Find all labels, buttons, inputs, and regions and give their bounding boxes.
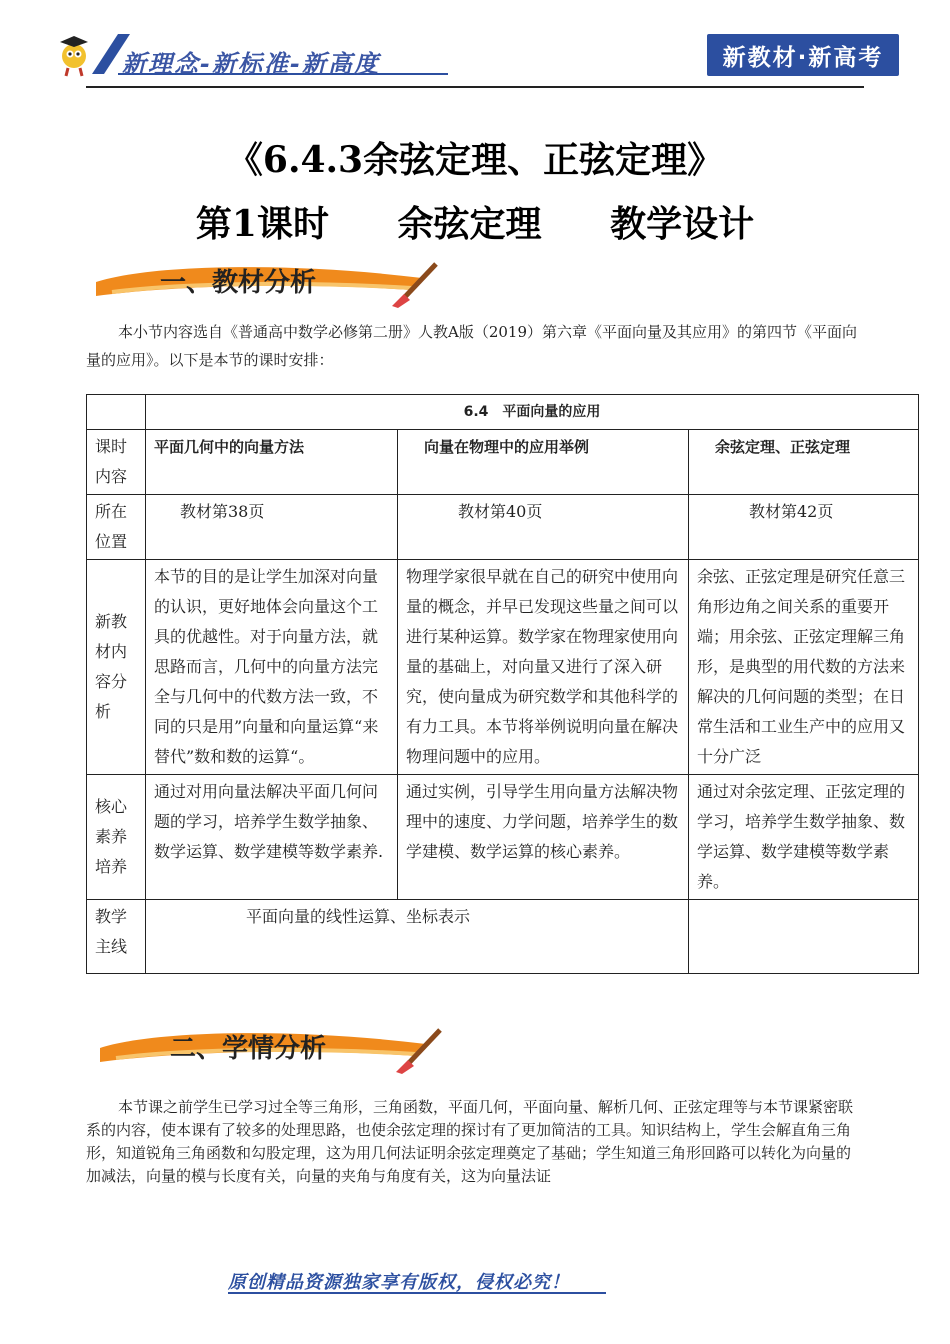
table-cell: 通过对用向量法解决平面几何问题的学习，培养学生数学抽象、数学运算、数学建模等数学素养. xyxy=(146,775,398,900)
table-cell: 平面向量的线性运算、坐标表示 xyxy=(146,900,689,974)
header-divider xyxy=(86,86,864,88)
subtitle-lesson: 第1课时 xyxy=(195,203,329,245)
section1-heading: 一、教材分析 xyxy=(160,268,317,298)
row-label-location: 所在位置 xyxy=(87,495,146,560)
table-row xyxy=(87,395,919,430)
row-label-analysis: 新教材内容分析 xyxy=(87,560,146,775)
subtitle-kind: 教学设计 xyxy=(610,203,755,245)
subtitle-topic: 余弦定理 xyxy=(397,203,542,245)
row-label-mainline: 教学主线 xyxy=(87,900,146,974)
lesson-plan-table xyxy=(86,394,919,974)
footer-underline xyxy=(228,1292,606,1294)
table-row xyxy=(87,775,919,900)
row-label-topic: 课时内容 xyxy=(87,430,146,495)
table-cell: 通过对余弦定理、正弦定理的学习，培养学生数学抽象、数学运算、数学建模等数学素养。 xyxy=(689,775,919,900)
table-row xyxy=(87,495,919,560)
table-cell: 教材第40页 xyxy=(398,495,689,560)
section1-intro: 本小节内容选自《普通高中数学必修第二册》人教A版（2019）第六章《平面向量及其应用》的第四节《平面向量的应用》。以下是本节的课时安排： xyxy=(86,323,858,369)
table-cell: 向量在物理中的应用举例 xyxy=(398,430,689,495)
table-cell: 物理学家很早就在自己的研究中使用向量的概念，并早已发现这些量之间可以进行某种运算。数学家在物理家使用向量的基础上，对向量又进行了深入研究，使向量成为研究数学和其他科学的有力工具。本节将举例说明向量在解决物理问题中的应用。 xyxy=(398,560,689,775)
section2-body: 本节课之前学生已学习过全等三角形，三角函数，平面几何，平面向量、解析几何、正弦定理等与本节课紧密联系的内容，使本课有了较多的处理思路，也使余弦定理的探讨有了更加简洁的工具。知识结构上，学生会解直角三角形，知道锐角三角函数和勾股定理，这为用几何法证明余弦定理奠定了基础；学生知道三角形回路可以转化为向量的加减法，向量的模与长度有关，向量的夹角与角度有关，这为向量法证 xyxy=(86,1098,854,1185)
table-row xyxy=(87,430,919,495)
table-cell: 本节的目的是让学生加深对向量的认识，更好地体会向量这个工具的优越性。对于向量方法，就思路而言，几何中的向量方法完全与几何中的代数方法一致，不同的只是用”向量和向量运算“来替代”数和数的运算“。 xyxy=(146,560,398,775)
table-cell: 余弦、正弦定理是研究任意三角形边角之间关系的重要开端；用余弦、正弦定理解三角形，是典型的用代数的方法来解决的几何问题的类型；在日常生活和工业生产中的应用又十分广泛 xyxy=(689,560,919,775)
table-cell: 余弦定理、正弦定理 xyxy=(689,430,919,495)
table-cell: 教材第42页 xyxy=(689,495,919,560)
row-label-literacy: 核心素养培养 xyxy=(87,775,146,900)
table-cell: 通过实例，引导学生用向量方法解决物理中的速度、力学问题，培养学生的数学建模、数学运算的核心素养。 xyxy=(398,775,689,900)
table-row xyxy=(87,900,919,974)
table-cell: 平面几何中的向量方法 xyxy=(146,430,398,495)
header-slogan: 新理念-新标准-新高度 xyxy=(122,50,380,78)
document-subtitle xyxy=(0,196,950,247)
header-badge: 新教材·新高考 xyxy=(707,34,899,76)
table-cell: 教材第38页 xyxy=(146,495,398,560)
table-row xyxy=(87,560,919,775)
section2-heading: 二、学情分析 xyxy=(170,1034,327,1064)
table-header: 6.4 平面向量的应用 xyxy=(146,395,919,430)
document-title: 《6.4.3余弦定理、正弦定理》 xyxy=(226,139,724,181)
table-corner-cell xyxy=(87,395,146,430)
owl-mascot-icon xyxy=(60,36,88,76)
footer-copyright: 原创精品资源独家享有版权，侵权必究！ xyxy=(228,1272,570,1293)
table-cell xyxy=(689,900,919,974)
